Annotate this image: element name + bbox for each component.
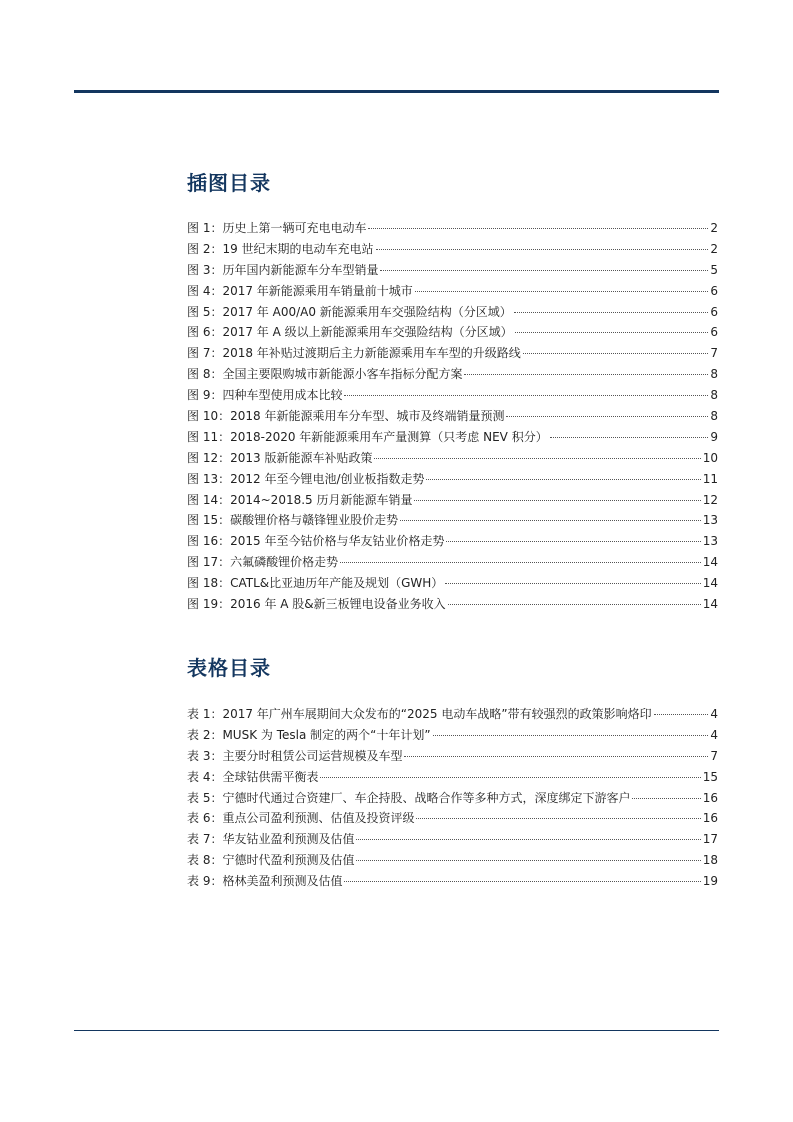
dot-leader — [446, 540, 700, 542]
table-toc-entry[interactable] — [187, 808, 718, 829]
toc-page-number: 5 — [710, 262, 718, 277]
toc-page-number: 8 — [710, 409, 718, 424]
dot-leader — [445, 582, 700, 584]
toc-entry-label: 图 16：2015 年至今钴价格与华友钴业价格走势 — [187, 534, 445, 549]
dot-leader — [433, 734, 708, 736]
header-rule — [74, 90, 719, 93]
toc-entry-label: 表 3：主要分时租赁公司运营规模及车型 — [187, 748, 403, 763]
dot-leader — [344, 880, 700, 882]
table-toc-entry[interactable] — [187, 746, 718, 767]
dot-leader — [404, 755, 708, 757]
toc-page-number: 9 — [710, 429, 718, 444]
toc-page-number: 11 — [702, 471, 718, 486]
toc-entry-label: 表 5：宁德时代通过合资建厂、车企持股、战略合作等多种方式，深度绑定下游客户 — [187, 790, 631, 805]
toc-page-number: 6 — [710, 325, 718, 340]
toc-page-number: 8 — [710, 388, 718, 403]
toc-page-number: 2 — [710, 241, 718, 256]
toc-page-number: 6 — [710, 283, 718, 298]
toc-entry-label: 图 18：CATL&比亚迪历年产能及规划（GWH） — [187, 576, 444, 591]
toc-page-number: 19 — [702, 874, 718, 889]
figure-toc-entry[interactable] — [187, 260, 718, 281]
toc-page-number: 14 — [702, 597, 718, 612]
dot-leader — [426, 478, 700, 480]
figure-toc-entry[interactable] — [187, 490, 718, 511]
figure-toc-entry[interactable] — [187, 552, 718, 573]
figure-toc-entry[interactable] — [187, 385, 718, 406]
toc-page-number: 14 — [702, 576, 718, 591]
toc-page-number: 7 — [710, 748, 718, 763]
table-toc-entry[interactable] — [187, 871, 718, 892]
figures-toc-list — [187, 218, 718, 615]
figure-toc-entry[interactable] — [187, 322, 718, 343]
dot-leader — [514, 311, 708, 313]
toc-page-number: 14 — [702, 555, 718, 570]
toc-entry-label: 图 3：历年国内新能源车分车型销量 — [187, 262, 379, 277]
figure-toc-entry[interactable] — [187, 343, 718, 364]
toc-entry-label: 表 8：宁德时代盈利预测及估值 — [187, 853, 355, 868]
figure-toc-entry[interactable] — [187, 302, 718, 323]
toc-page-number: 15 — [702, 769, 718, 784]
table-toc-entry[interactable] — [187, 725, 718, 746]
toc-entry-label: 图 1：历史上第一辆可充电电动车 — [187, 221, 367, 235]
dot-leader — [376, 248, 708, 250]
figure-toc-entry[interactable] — [187, 239, 718, 260]
dot-leader — [374, 457, 700, 459]
figure-toc-entry[interactable] — [187, 448, 718, 469]
toc-entry-label: 表 6：重点公司盈利预测、估值及投资评级 — [187, 811, 415, 826]
toc-page-number: 13 — [702, 534, 718, 549]
toc-entry-label: 图 14：2014~2018.5 历月新能源车销量 — [187, 492, 413, 507]
toc-entry-label: 图 13：2012 年至今锂电池/创业板指数走势 — [187, 471, 425, 486]
toc-page-number: 17 — [702, 832, 718, 847]
dot-leader — [320, 776, 700, 778]
figure-toc-entry[interactable] — [187, 573, 718, 594]
figure-toc-entry[interactable] — [187, 364, 718, 385]
dot-leader — [344, 394, 708, 396]
dot-leader — [414, 499, 700, 501]
dot-leader — [340, 561, 701, 563]
toc-page-number: 16 — [702, 811, 718, 826]
toc-entry-label: 图 17：六氟磷酸锂价格走势 — [187, 555, 339, 570]
dot-leader — [632, 797, 700, 799]
toc-entry-label: 图 9：四种车型使用成本比较 — [187, 388, 343, 403]
toc-entry-label: 图 15：碳酸锂价格与赣锋锂业股价走势 — [187, 513, 399, 528]
toc-entry-label: 图 19：2016 年 A 股&新三板锂电设备业务收入 — [187, 597, 446, 612]
dot-leader — [368, 227, 708, 229]
dot-leader — [506, 415, 708, 417]
toc-page-number: 12 — [702, 492, 718, 507]
toc-entry-label: 图 8：全国主要限购城市新能源小客车指标分配方案 — [187, 367, 463, 382]
tables-toc-list — [187, 704, 718, 892]
figure-toc-entry[interactable] — [187, 406, 718, 427]
dot-leader — [416, 817, 700, 819]
toc-page-number: 6 — [710, 304, 718, 319]
toc-entry-label: 表 1：2017 年广州车展期间大众发布的“2025 电动车战略”带有较强烈的政策影响烙印 — [187, 707, 652, 721]
figure-toc-entry[interactable] — [187, 469, 718, 490]
toc-entry-label: 图 4：2017 年新能源乘用车销量前十城市 — [187, 283, 413, 298]
toc-page-number: 18 — [702, 853, 718, 868]
toc-entry-label: 图 2：19 世纪末期的电动车充电站 — [187, 241, 374, 256]
table-toc-entry[interactable] — [187, 788, 718, 809]
figure-toc-entry[interactable] — [187, 427, 718, 448]
toc-entry-label: 表 4：全球钴供需平衡表 — [187, 769, 319, 784]
toc-entry-label: 图 10：2018 年新能源乘用车分车型、城市及终端销量预测 — [187, 409, 505, 424]
dot-leader — [356, 838, 700, 840]
dot-leader — [356, 859, 700, 861]
figure-toc-entry[interactable] — [187, 594, 718, 615]
toc-page-number: 10 — [702, 450, 718, 465]
toc-entry-label: 图 6：2017 年 A 级以上新能源乘用车交强险结构（分区域） — [187, 325, 513, 340]
figure-toc-entry[interactable] — [187, 510, 718, 531]
toc-entry-label: 表 7：华友钴业盈利预测及估值 — [187, 832, 355, 847]
toc-entry-label: 图 7：2018 年补贴过渡期后主力新能源乘用车车型的升级路线 — [187, 346, 521, 361]
figure-toc-entry[interactable] — [187, 281, 718, 302]
table-toc-entry[interactable] — [187, 767, 718, 788]
dot-leader — [515, 331, 708, 333]
figures-toc-title: 插图目录 — [187, 171, 271, 195]
toc-page-number: 7 — [710, 346, 718, 361]
dot-leader — [400, 519, 701, 521]
toc-page-number: 2 — [710, 221, 718, 235]
dot-leader — [523, 352, 708, 354]
toc-entry-label: 表 9：格林美盈利预测及估值 — [187, 874, 343, 889]
toc-page-number: 4 — [710, 727, 718, 742]
dot-leader — [654, 713, 708, 715]
toc-page-number: 8 — [710, 367, 718, 382]
toc-page-number: 16 — [702, 790, 718, 805]
footer-rule — [74, 1030, 719, 1031]
toc-entry-label: 图 11：2018-2020 年新能源乘用车产量测算（只考虑 NEV 积分） — [187, 429, 548, 444]
dot-leader — [550, 436, 708, 438]
figure-toc-entry[interactable] — [187, 531, 718, 552]
figure-toc-entry[interactable] — [187, 218, 718, 239]
table-toc-entry[interactable] — [187, 829, 718, 850]
toc-entry-label: 图 12：2013 版新能源车补贴政策 — [187, 450, 373, 465]
dot-leader — [464, 373, 708, 375]
table-toc-entry[interactable] — [187, 704, 718, 725]
toc-page-number: 13 — [702, 513, 718, 528]
dot-leader — [380, 269, 708, 271]
toc-entry-label: 图 5：2017 年 A00/A0 新能源乘用车交强险结构（分区域） — [187, 304, 512, 319]
tables-toc-title: 表格目录 — [187, 656, 271, 680]
dot-leader — [448, 603, 701, 605]
dot-leader — [415, 290, 708, 292]
toc-entry-label: 表 2：MUSK 为 Tesla 制定的两个“十年计划” — [187, 727, 431, 742]
toc-page-number: 4 — [710, 707, 718, 721]
table-toc-entry[interactable] — [187, 850, 718, 871]
